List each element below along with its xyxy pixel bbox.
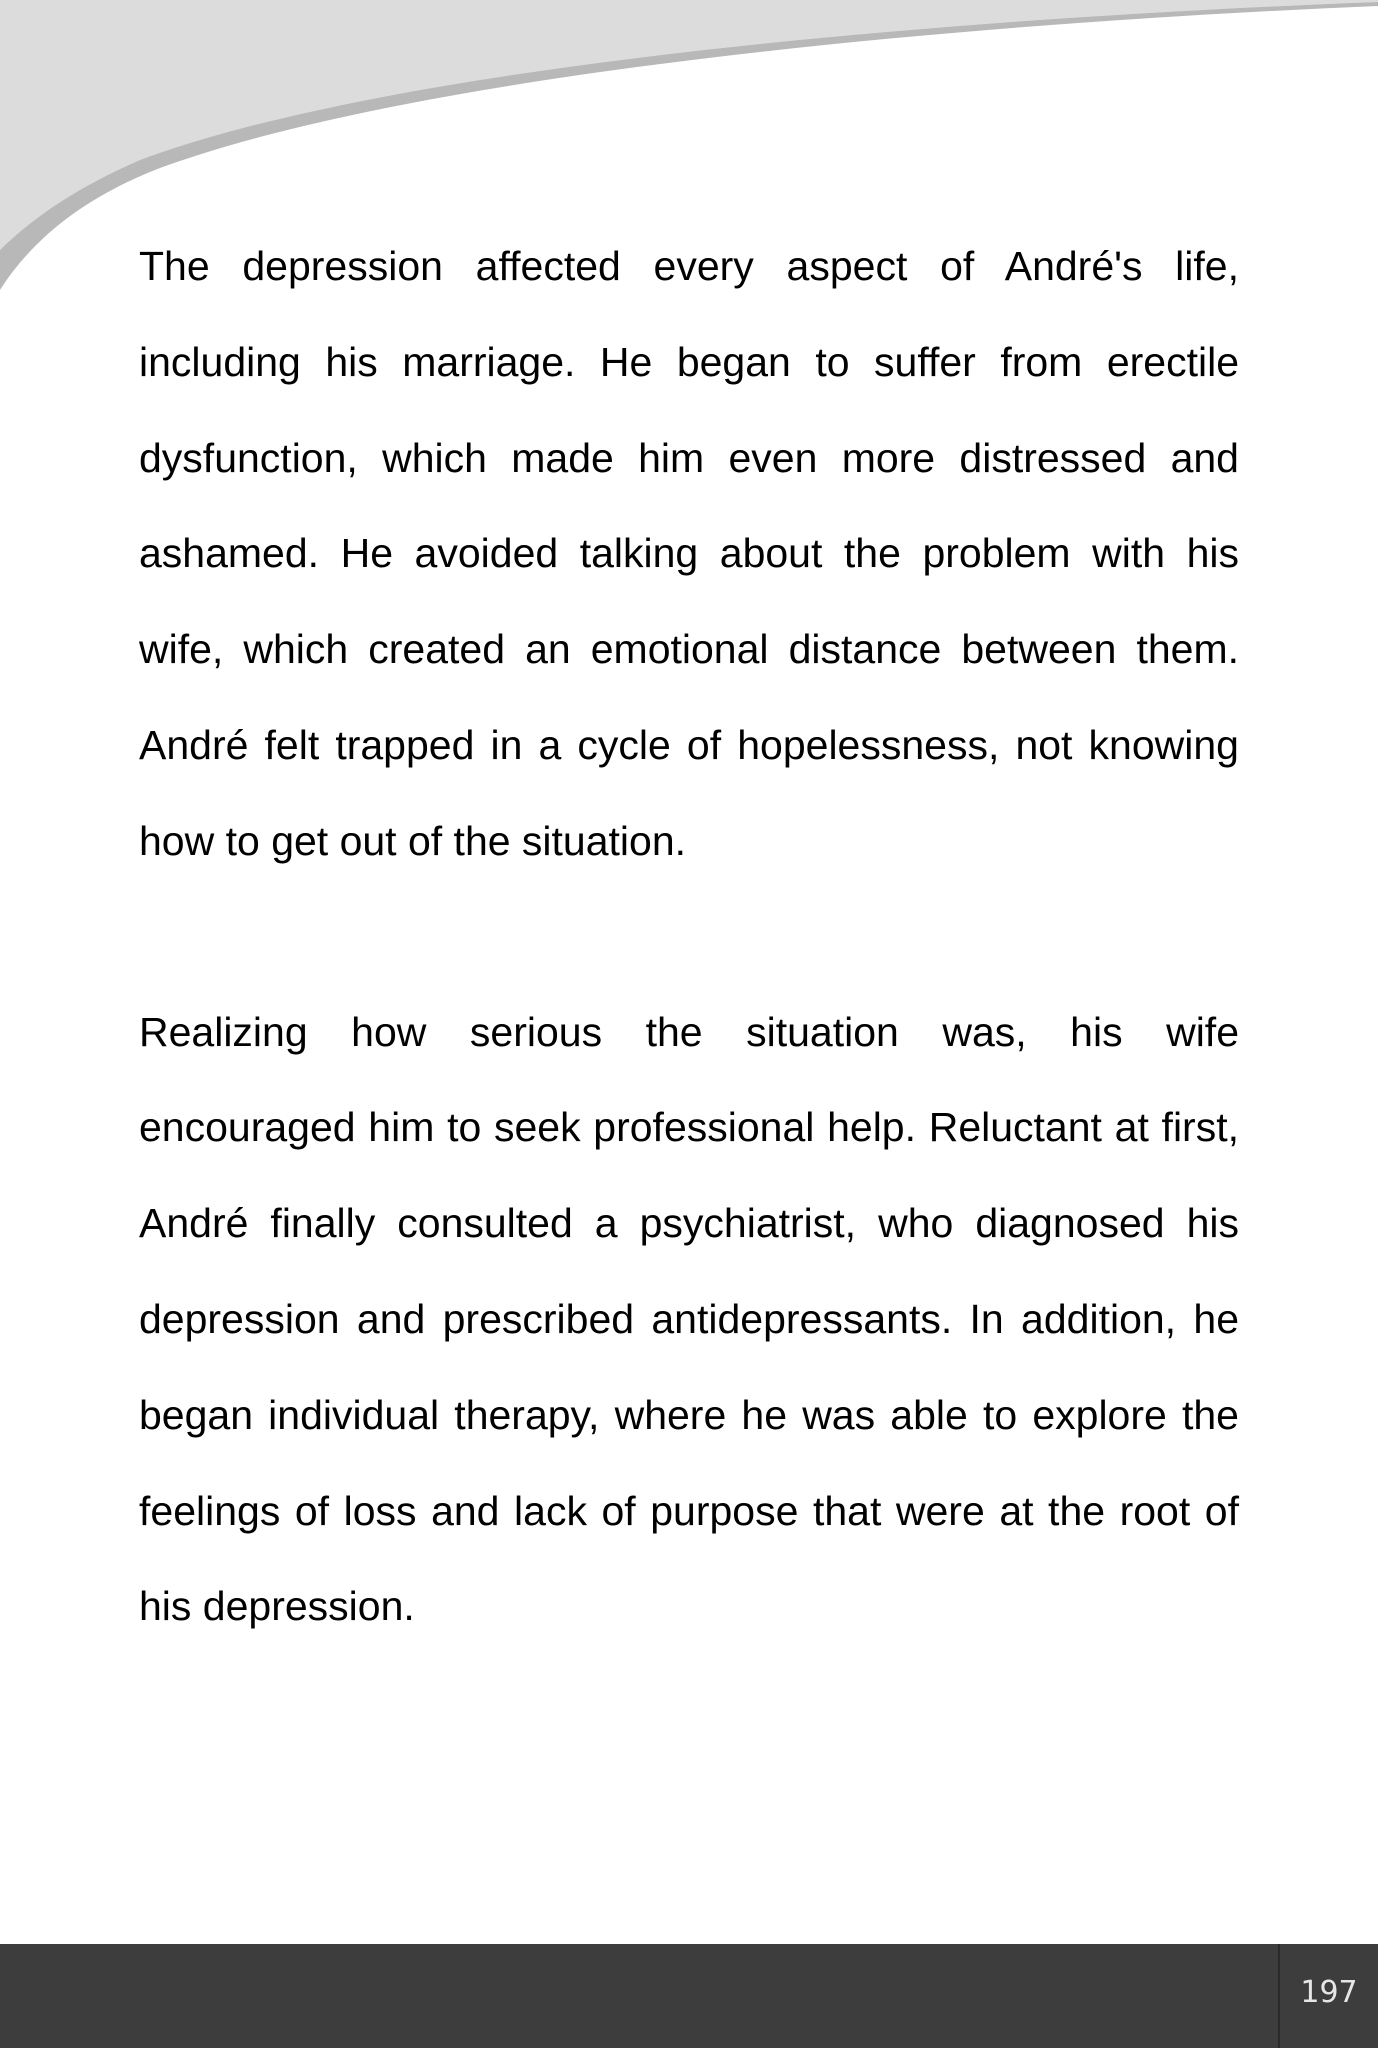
paragraph-2: Realizing how serious the situation was, his wife encouraged him to seek professional help. Reluctant at first, André finally consulted a psychiatrist, who diagnosed his depression and prescribed antidepressants. In addition, he began individual therapy, where he was able to explore the feelings of loss and lack of purpose that were at the root of his depression. [139, 1008, 1239, 1630]
page-number: 197 [1300, 1974, 1358, 2010]
footer-bar [0, 1944, 1378, 2048]
paragraph-1: The depression affected every aspect of André's life, including his marriage. He began to suffer from erectile dysfunction, which made him even more distressed and ashamed. He avoided talking about the problem with his wife, which created an emotional distance between them. André felt trapped in a cycle of hopelessness, not knowing how to get out of the situation. [139, 243, 1239, 864]
page-number-box [1278, 1944, 1378, 2048]
main-text [139, 219, 1239, 1655]
